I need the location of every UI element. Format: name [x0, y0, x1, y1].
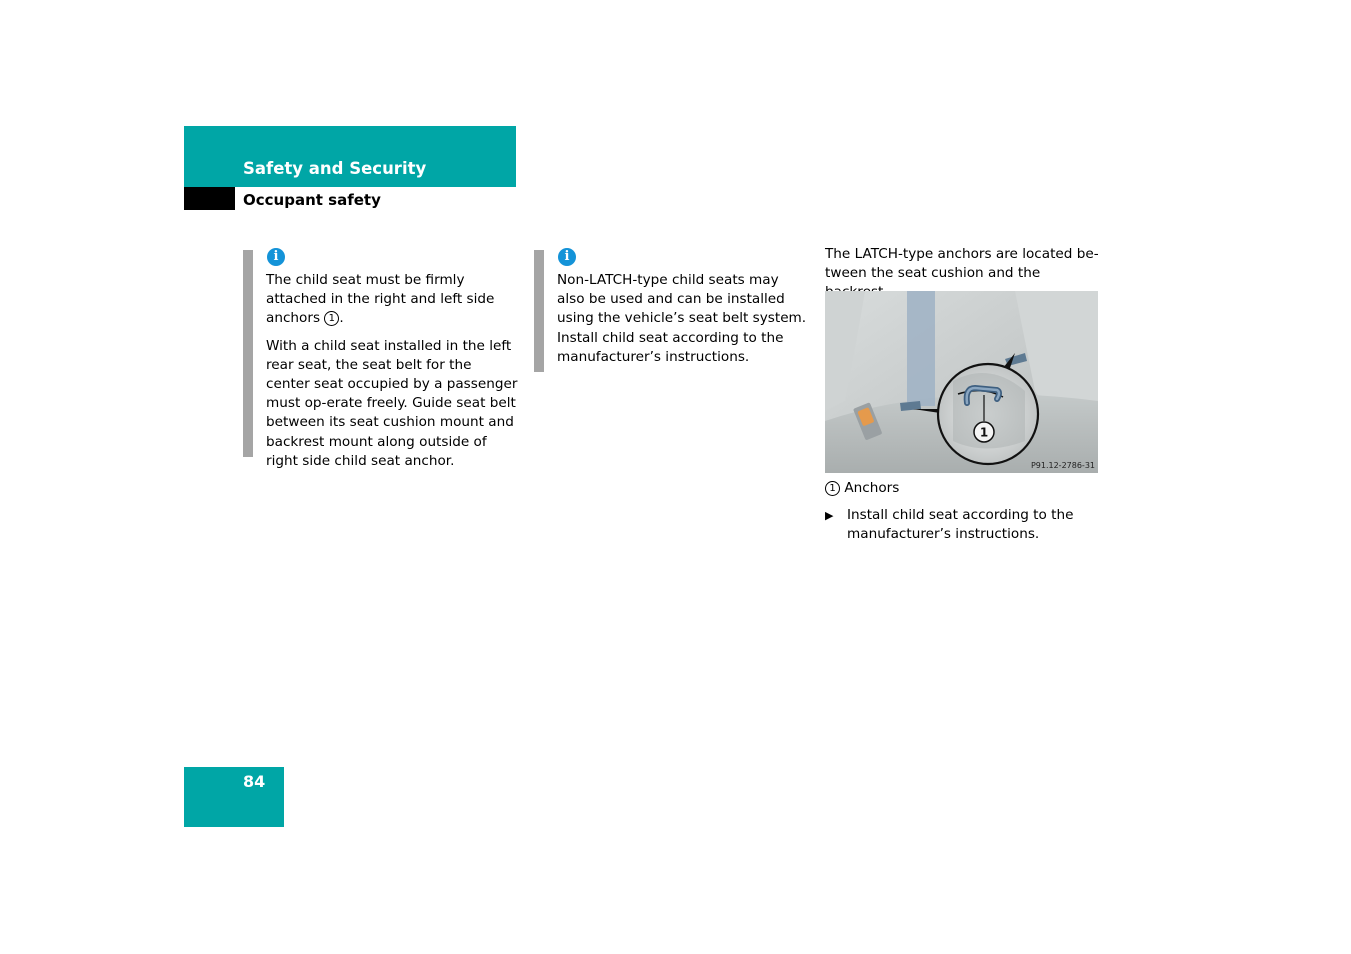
figure-callout: 1 — [979, 425, 989, 440]
figure-code: P91.12-2786-31 — [1030, 461, 1095, 470]
info-icon: i — [558, 248, 576, 266]
bullet-triangle-icon: ▶ — [825, 509, 834, 523]
note-2-text — [557, 271, 809, 375]
note-1-para-2: With a child seat installed in the left rear seat, the seat belt for the center seat occupied by a passenger must op-erate freely. Guide seat belt between its seat cushion mount and backrest mount along outside of right side child seat anchor. — [266, 337, 518, 469]
legend-marker: 1 — [825, 481, 840, 496]
legend-text: Anchors — [844, 480, 900, 496]
note-bar — [534, 250, 544, 372]
note-2-para: Non-LATCH-type child seats may also be used and can be installed using the vehicle’s seat belt system. Install child seat according to the manufacturer’s instructions. — [557, 272, 807, 365]
page-number: 84 — [243, 772, 266, 791]
subsection-title: Occupant safety — [243, 191, 381, 209]
seat-anchor-illustration — [825, 291, 1098, 473]
figure-legend — [825, 479, 1100, 545]
instruction-step — [825, 506, 1100, 544]
note-bar — [243, 250, 253, 457]
section-marker-tab — [184, 187, 235, 210]
info-icon: i — [267, 248, 285, 266]
note-1-para-1-start: The child seat must be firmly attached in the right and left side anchors — [266, 272, 495, 327]
section-title: Safety and Security — [243, 159, 427, 178]
callout-marker: 1 — [324, 311, 339, 326]
page-number-box — [184, 767, 284, 827]
note-1-text — [266, 271, 518, 479]
latch-intro-text: The LATCH-type anchors are located be-tween the seat cushion and the — [825, 246, 1099, 282]
note-1-para-1-end: . — [339, 310, 344, 327]
instruction-text: Install child seat according to the manufacturer’s instructions. — [847, 507, 1074, 543]
